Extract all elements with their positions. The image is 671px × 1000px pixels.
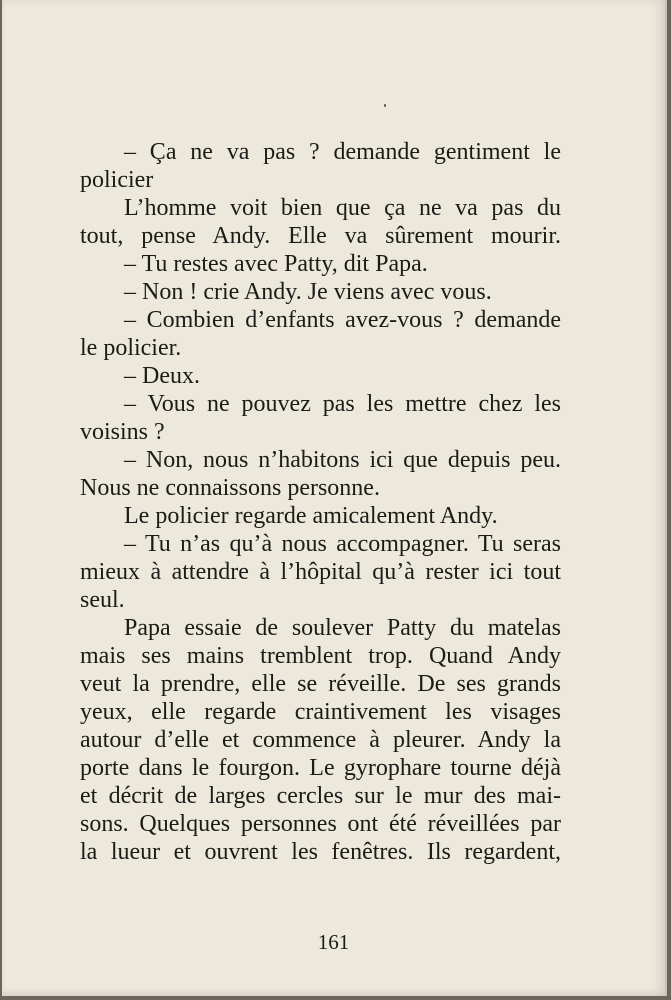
text-line: – Vous ne pouvez pas les mettre chez les: [124, 391, 561, 417]
text-line: et décrit de larges cercles sur le mur des mai-: [80, 783, 561, 809]
text-line: voisins ?: [80, 419, 165, 445]
text-line: policier: [80, 167, 154, 193]
text-line: Nous ne connaissons personne.: [80, 475, 380, 501]
text-line: – Non, nous n’habitons ici que depuis peu.: [124, 447, 561, 473]
text-line: – Combien d’enfants avez-vous ? demande: [124, 307, 561, 333]
text-line: le policier.: [80, 335, 182, 361]
text-line: yeux, elle regarde craintivement les visages: [80, 699, 561, 725]
text-line: porte dans le fourgon. Le gyrophare tourne déjà: [80, 755, 561, 781]
text-line: autour d’elle et commence à pleurer. Andy la: [80, 727, 561, 753]
text-line: mais ses mains tremblent trop. Quand Andy: [80, 643, 561, 669]
text-line: la lueur et ouvrent les fenêtres. Ils regardent,: [80, 839, 561, 865]
text-line: tout, pense Andy. Elle va sûrement mourir.: [80, 223, 561, 249]
book-page: [2, 0, 667, 996]
text-line: veut la prendre, elle se réveille. De ses grands: [80, 671, 561, 697]
text-line: Papa essaie de soulever Patty du matelas: [124, 615, 561, 641]
text-line: L’homme voit bien que ça ne va pas du: [124, 195, 561, 221]
text-line: – Tu restes avec Patty, dit Papa.: [124, 251, 428, 277]
text-line: sons. Quelques personnes ont été réveillées par: [80, 811, 561, 837]
text-line: – Tu n’as qu’à nous accompagner. Tu seras: [124, 531, 561, 557]
page-number: 161: [317, 930, 350, 954]
text-line: – Ça ne va pas ? demande gentiment le: [124, 139, 561, 165]
text-line: – Deux.: [124, 363, 200, 389]
paper-speck: [384, 104, 386, 107]
text-line: Le policier regarde amicalement Andy.: [124, 503, 498, 529]
body-text: [80, 138, 561, 866]
text-line: mieux à attendre à l’hôpital qu’à rester ici tout: [80, 559, 561, 585]
text-line: – Non ! crie Andy. Je viens avec vous.: [124, 279, 492, 305]
text-line: seul.: [80, 587, 125, 613]
